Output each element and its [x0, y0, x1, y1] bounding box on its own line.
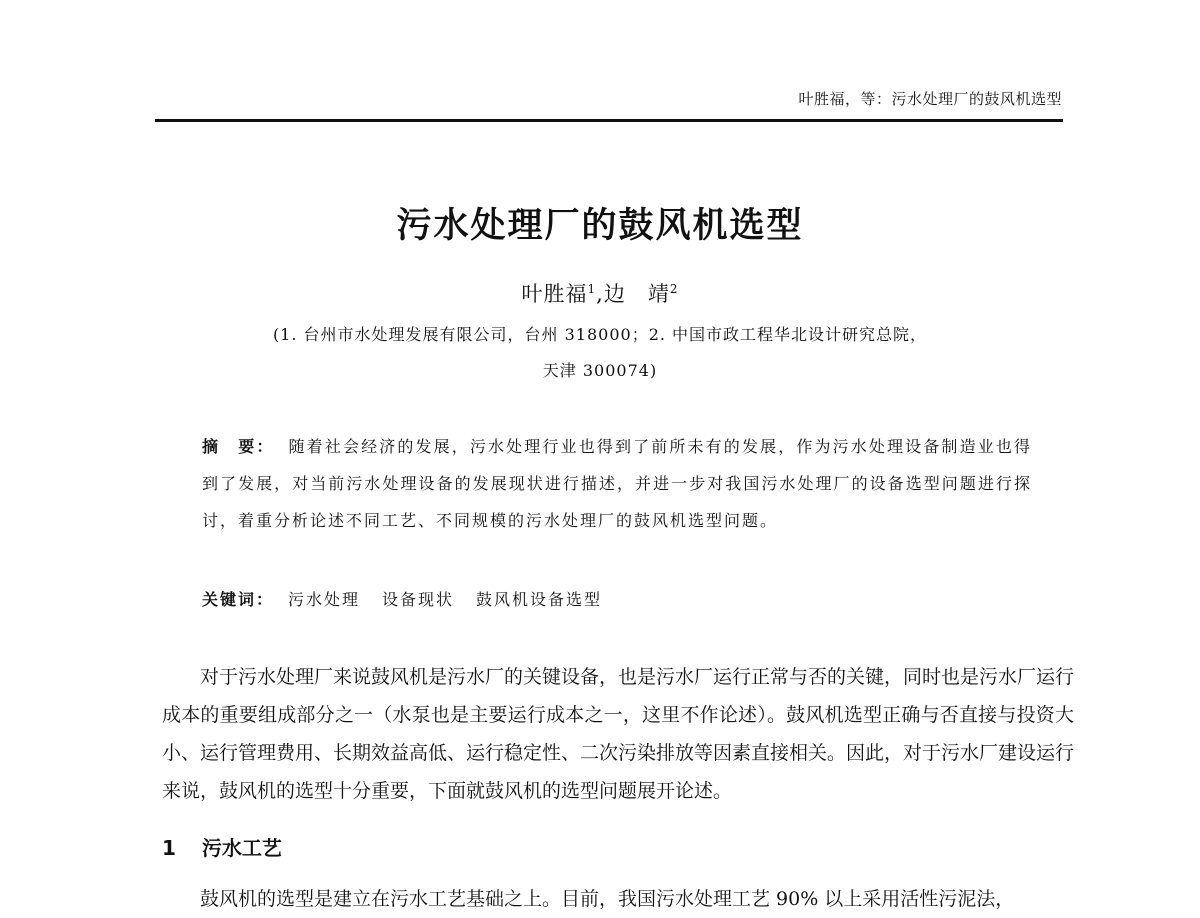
paper-title: 污水处理厂的鼓风机选型	[396, 206, 804, 246]
header-rule	[155, 119, 1063, 122]
body-paragraph: 对于污水处理厂来说鼓风机是污水厂的关键设备，也是污水厂运行正常与否的关键，同时也是污水厂运行成本的重要组成部分之一（水泵也是主要运行成本之一，这里不作论述）。鼓风机选型正确与否直接与投资大小、运行管理费用、长期效益高低、运行稳定性、二次污染排放等因素直接相关。因此，对于污水厂建设运行来说，鼓风机的选型十分重要，下面就鼓风机的选型问题展开论述。	[162, 666, 1075, 802]
abstract	[202, 428, 1032, 539]
body-paragraph: 鼓风机的选型是建立在污水工艺基础之上。目前，我国污水处理工艺 90% 以上采用活性污泥法，	[200, 888, 1015, 910]
keyword: 设备现状	[382, 590, 455, 609]
keywords	[202, 587, 624, 610]
section-number: 1	[162, 836, 176, 860]
author-line	[0, 278, 1200, 308]
keyword: 鼓风机设备选型	[476, 590, 603, 609]
keyword: 污水处理	[288, 590, 361, 609]
affiliation-line: (1. 台州市水处理发展有限公司，台州 318000；2. 中国市政工程华北设计研究总院，	[272, 325, 928, 344]
author-separator: ,	[596, 282, 604, 306]
author-affiliation-mark: 1	[587, 282, 597, 296]
author-name: 叶胜福	[521, 282, 588, 306]
section-heading	[162, 832, 282, 861]
abstract-text: 随着社会经济的发展，污水处理行业也得到了前所未有的发展，作为污水处理设备制造业也得到了发展，对当前污水处理设备的发展现状进行描述，并进一步对我国污水处理厂的设备选型问题进行探讨，着重分析论述不同工艺、不同规模的污水处理厂的鼓风机选型问题。	[202, 437, 1032, 530]
section-title: 污水工艺	[201, 836, 282, 860]
abstract-label: 摘 要：	[202, 437, 275, 456]
affiliation-line: 天津 300074)	[542, 361, 658, 380]
keywords-label: 关键词：	[202, 590, 275, 609]
author-affiliation-mark: 2	[669, 282, 679, 296]
running-header: 叶胜福，等：污水处理厂的鼓风机选型	[798, 90, 1062, 108]
author-name: 边 靖	[603, 282, 670, 306]
